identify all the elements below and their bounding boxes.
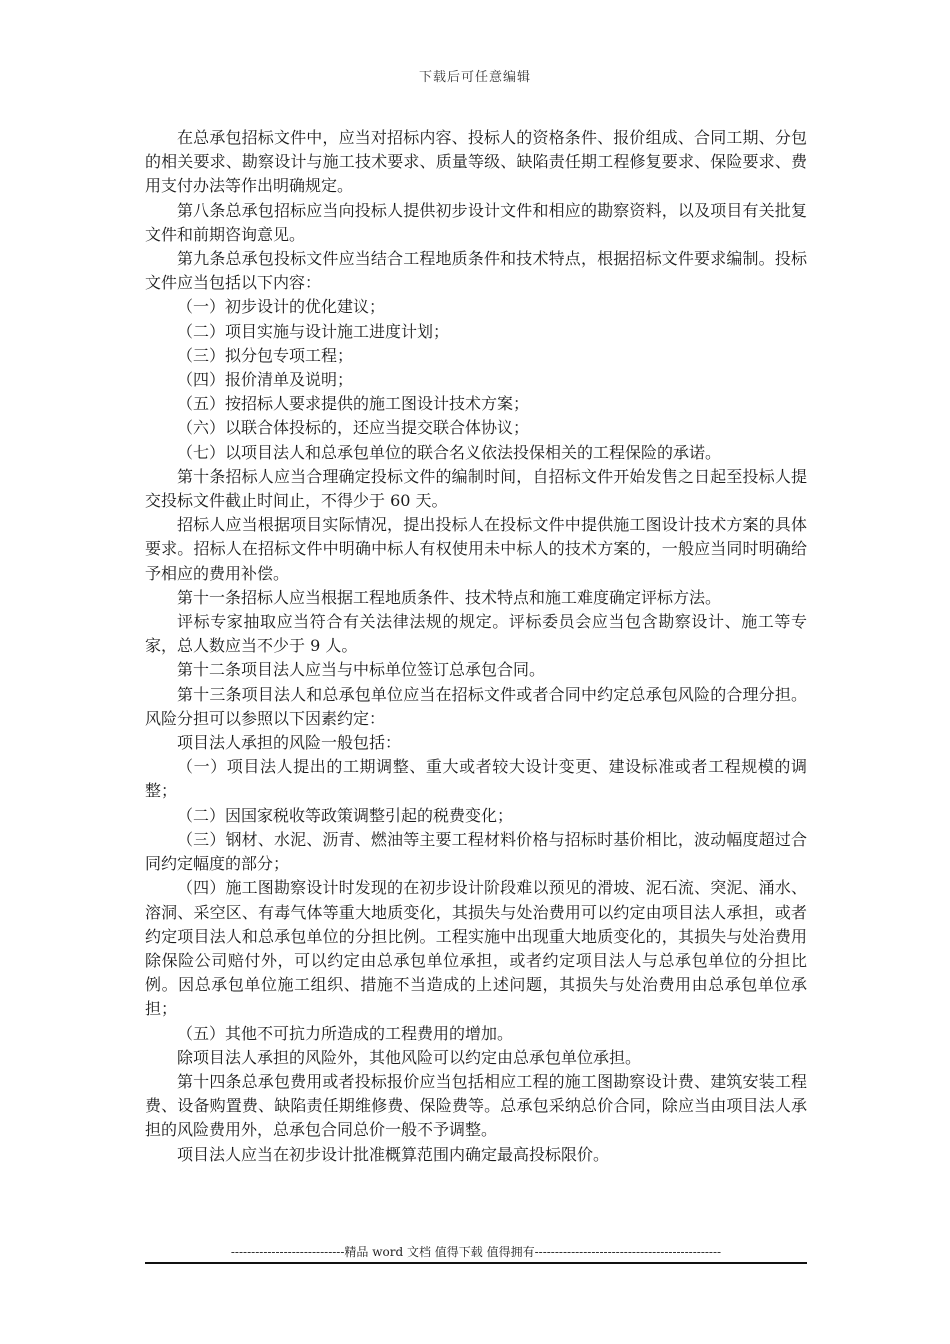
list-item: （二）因国家税收等政策调整引起的税费变化； (177, 805, 514, 825)
paragraph: 在总承包招标文件中，应当对招标内容、投标人的资格条件、报价组成、合同工期、分包的相关要求、勘察设计与施工技术要求、质量等级、缺陷责任期工程修复要求、保险要求、费用支付办法等作出明确规定。 (145, 128, 807, 196)
page-footer: ----------------------------精品 word 文档 值得下载 值得拥有---------------------------------------------- (230, 1245, 722, 1259)
list-item: （三）钢材、水泥、沥青、燃油等主要工程材料价格与招标时基价相比，波动幅度超过合同约定幅度的部分； (145, 829, 807, 874)
list-item: （四）报价清单及说明； (177, 370, 354, 390)
footer-divider (145, 1262, 807, 1264)
paragraph: 第十二条项目法人应当与中标单位签订总承包合同。 (177, 660, 546, 680)
paragraph: 第十三条项目法人和总承包单位应当在招标文件或者合同中约定总承包风险的合理分担。风险分担可以参照以下因素约定： (145, 684, 807, 728)
paragraph: 招标人应当根据项目实际情况，提出投标人在投标文件中提供施工图设计技术方案的具体要求。招标人在招标文件中明确中标人有权使用未中标人的技术方案的，一般应当同时明确给予相应的费用补偿。 (145, 515, 807, 583)
paragraph: 第十条招标人应当合理确定投标文件的编制时间，自招标文件开始发售之日起至投标人提交投标文件截止时间止，不得少于 60 天。 (145, 466, 807, 511)
list-item: （五）按招标人要求提供的施工图设计技术方案； (177, 394, 530, 414)
list-item: （四）施工图勘察设计时发现的在初步设计阶段难以预见的滑坡、泥石流、突泥、涌水、溶洞、采空区、有毒气体等重大地质变化，其损失与处治费用可以约定由项目法人承担，或者约定项目法人和总承包单位的分担比例。工程实施中出现重大地质变化的，其损失与处治费用除保险公司赔付外，可以约定由总承包单位承担，或者约定项目法人与总承包单位的分担比例。因总承包单位施工组织、措施不当造成的上述问题，其损失与处治费用由总承包单位承担； (145, 878, 807, 1019)
document-body (145, 126, 807, 1167)
list-item: （三）拟分包专项工程； (177, 345, 354, 365)
list-item: （五）其他不可抗力所造成的工程费用的增加。 (177, 1023, 514, 1043)
paragraph: 第九条总承包投标文件应当结合工程地质条件和技术特点，根据招标文件要求编制。投标文件应当包括以下内容： (145, 249, 807, 293)
page-header: 下载后可任意编辑 (418, 70, 531, 85)
paragraph: 第十四条总承包费用或者投标报价应当包括相应工程的施工图勘察设计费、建筑安装工程费、设备购置费、缺陷责任期维修费、保险费等。总承包采纳总价合同，除应当由项目法人承担的风险费用外，总承包合同总价一般不予调整。 (145, 1071, 807, 1140)
paragraph: 项目法人应当在初步设计批准概算范围内确定最高投标限价。 (177, 1144, 610, 1164)
paragraph: 除项目法人承担的风险外，其他风险可以约定由总承包单位承担。 (177, 1047, 642, 1067)
paragraph: 第八条总承包招标应当向投标人提供初步设计文件和相应的勘察资料，以及项目有关批复文件和前期咨询意见。 (145, 200, 807, 244)
list-item: （一）项目法人提出的工期调整、重大或者较大设计变更、建设标准或者工程规模的调整； (145, 757, 807, 801)
list-item: （七）以项目法人和总承包单位的联合名义依法投保相关的工程保险的承诺。 (177, 442, 722, 462)
paragraph: 第十一条招标人应当根据工程地质条件、技术特点和施工难度确定评标方法。 (177, 587, 722, 607)
list-item: （六）以联合体投标的，还应当提交联合体协议； (177, 418, 530, 438)
list-item: （一）初步设计的优化建议； (177, 297, 386, 317)
paragraph: 评标专家抽取应当符合有关法律法规的规定。评标委员会应当包含勘察设计、施工等专家，总人数应当不少于 9 人。 (145, 612, 807, 656)
list-item: （二）项目实施与设计施工进度计划； (177, 321, 450, 341)
paragraph: 项目法人承担的风险一般包括： (177, 733, 402, 753)
